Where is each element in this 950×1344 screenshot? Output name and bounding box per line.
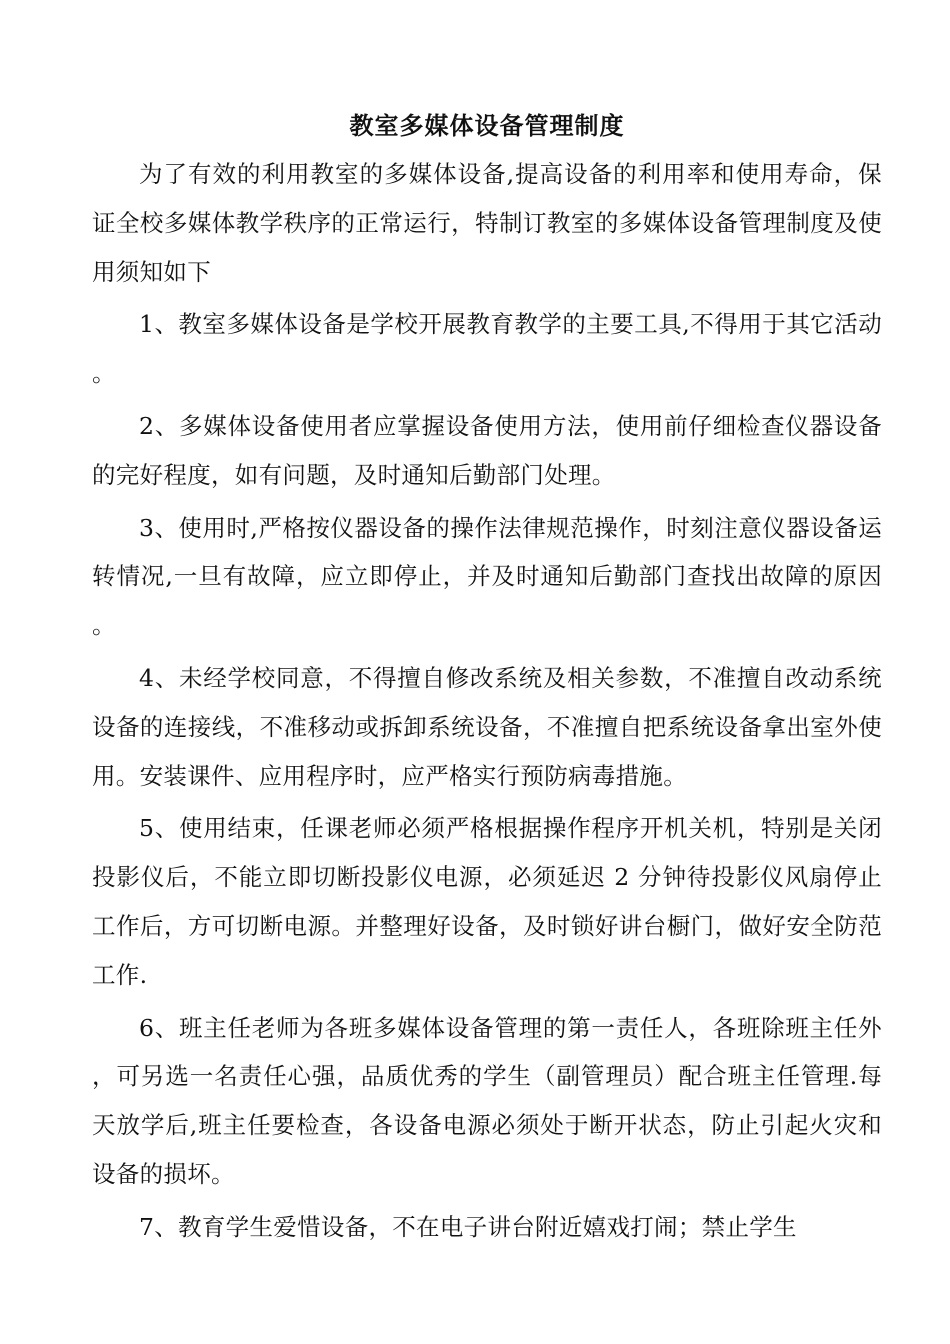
- rule-item-2: 2、多媒体设备使用者应掌握设备使用方法，使用前仔细检查仪器设备的完好程度，如有问题，及时通知后勤部门处理。: [92, 411, 882, 489]
- intro-paragraph: 为了有效的利用教室的多媒体设备,提高设备的利用率和使用寿命，保证全校多媒体教学秩序的正常运行，特制订教室的多媒体设备管理制度及使用须知如下: [92, 160, 882, 286]
- rule-item-4: 4、未经学校同意，不得擅自修改系统及相关参数，不准擅自改动系统设备的连接线，不准移动或拆卸系统设备，不准擅自把系统设备拿出室外使用。安装课件、应用程序时，应严格实行预防病毒措施。: [92, 663, 882, 790]
- rule-item-3: 3、使用时,严格按仪器设备的操作法律规范操作，时刻注意仪器设备运转情况,一旦有故障，应立即停止，并及时通知后勤部门查找出故障的原因。: [92, 513, 882, 640]
- rule-item-1: 1、教室多媒体设备是学校开展教育教学的主要工具,不得用于其它活动。: [92, 310, 882, 388]
- rule-item-7: 7、教育学生爱惜设备，不在电子讲台附近嬉戏打闹；禁止学生: [139, 1212, 797, 1241]
- document-title: 教室多媒体设备管理制度: [349, 111, 625, 140]
- document-body: [92, 104, 882, 1256]
- rule-item-5: 5、使用结束，任课老师必须严格根据操作程序开机关机，特别是关闭投影仪后，不能立即切断投影仪电源，必须延迟 2 分钟待投影仪风扇停止工作后，方可切断电源。并整理好设备，及时锁好讲台橱门，做好安全防范工作.: [92, 814, 882, 989]
- rule-item-6: 6、班主任老师为各班多媒体设备管理的第一责任人，各班除班主任外，可另选一名责任心强，品质优秀的学生（副管理员）配合班主任管理.每天放学后,班主任要检查，各设备电源必须处于断开状态，防止引起火灾和设备的损坏。: [92, 1013, 882, 1188]
